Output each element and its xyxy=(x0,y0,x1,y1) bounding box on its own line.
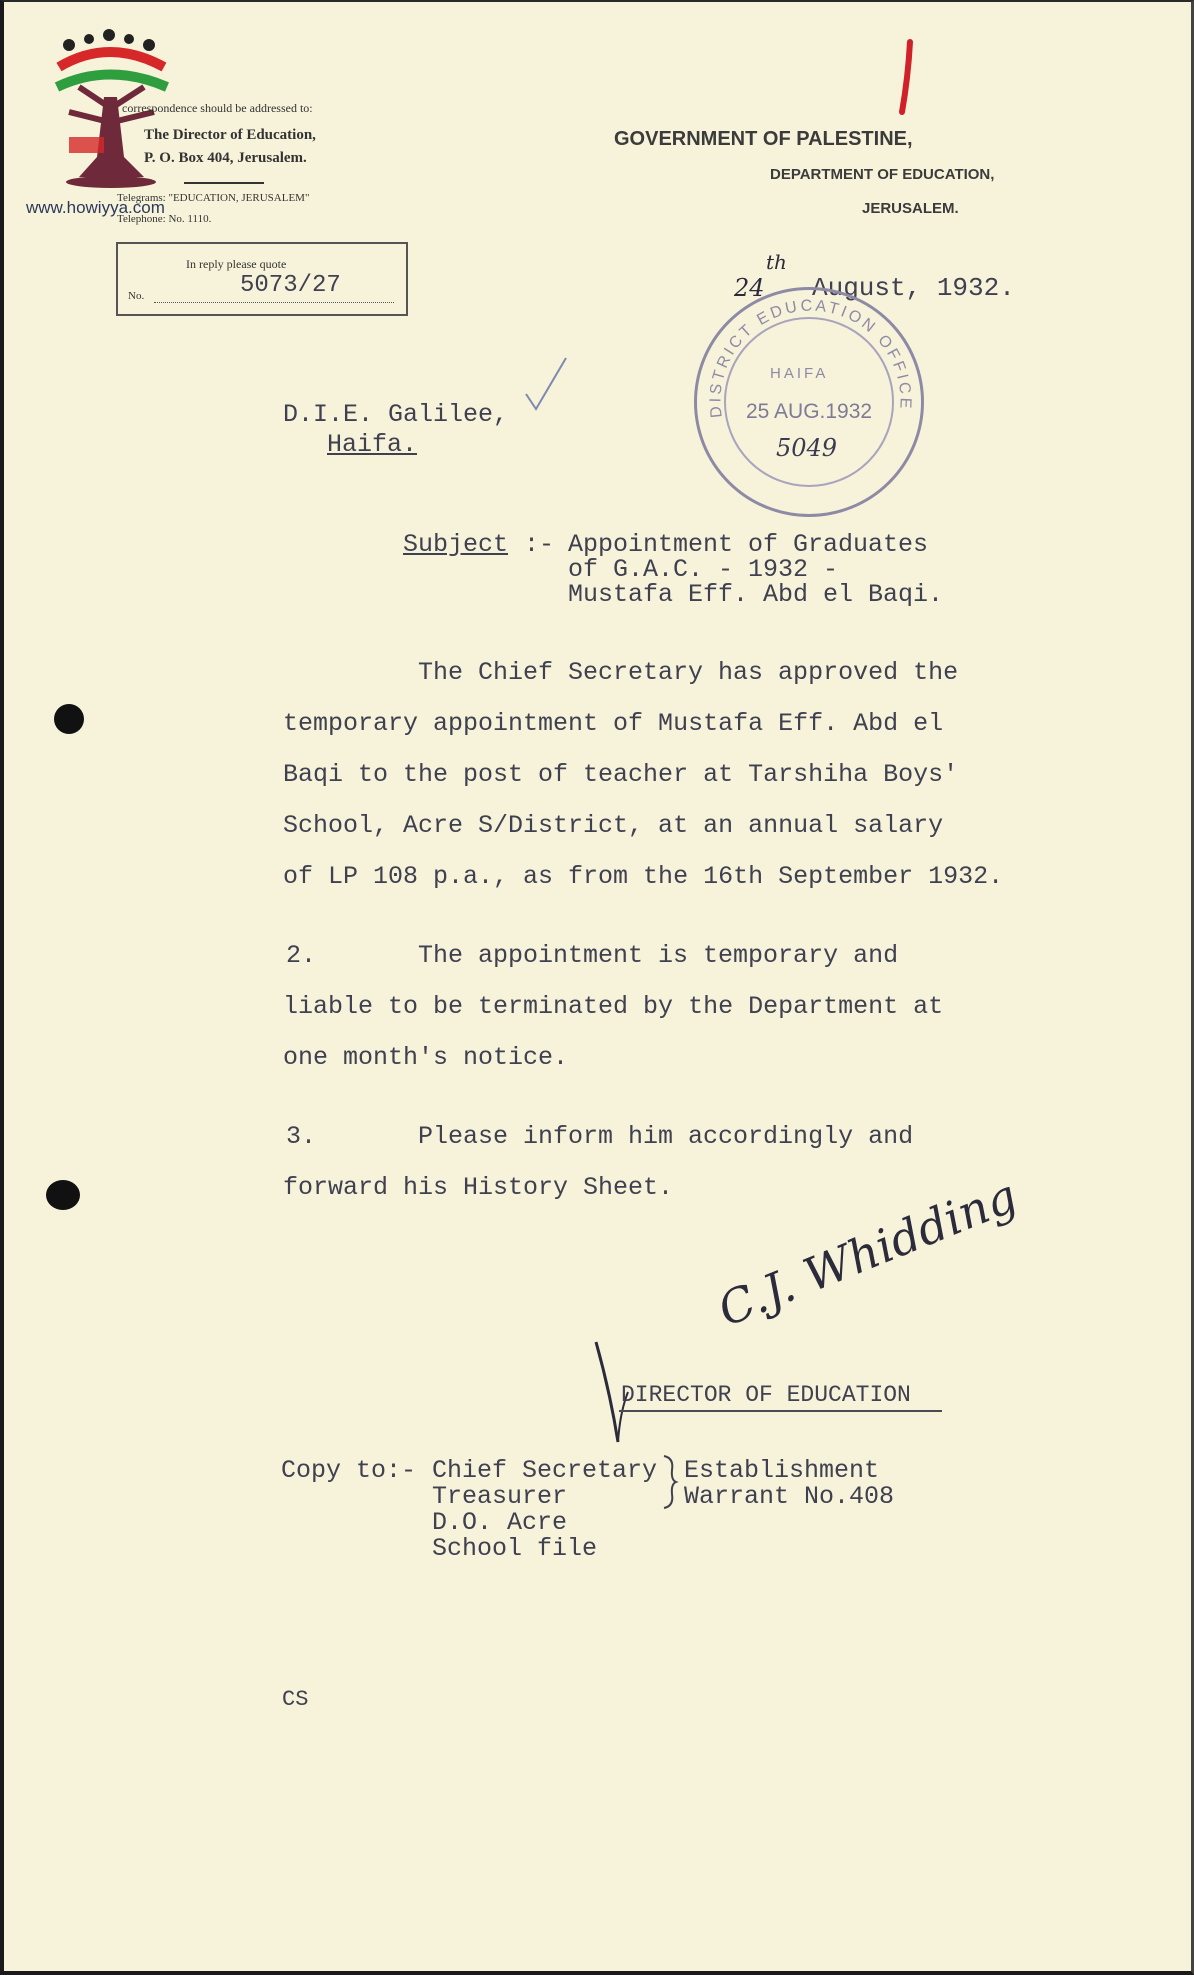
p1-line3: Baqi to the post of teacher at Tarshiha Boys' xyxy=(283,760,959,789)
subject-line3: Mustafa Eff. Abd el Baqi. xyxy=(568,580,944,609)
p1-line2: temporary appointment of Mustafa Eff. Abd el xyxy=(283,709,944,738)
recipient-line2: Haifa. xyxy=(327,430,418,459)
copy-note-1: Establishment xyxy=(684,1456,880,1485)
stamp-number: 5049 xyxy=(776,434,838,462)
p3-line2: forward his History Sheet. xyxy=(283,1173,674,1202)
punch-hole-top xyxy=(54,704,84,734)
watermark-url: www.howiyya.com xyxy=(26,198,165,217)
p2-number: 2. xyxy=(286,941,317,970)
p1-line1: The Chief Secretary has approved the xyxy=(418,658,959,687)
dept-title: DEPARTMENT OF EDUCATION, xyxy=(770,166,995,183)
stamp-date: 25 AUG.1932 xyxy=(746,400,873,423)
copy-note-2: Warrant No.408 xyxy=(684,1482,895,1511)
recipient-line1: D.I.E. Galilee, xyxy=(283,400,509,429)
signature xyxy=(584,1168,1025,1452)
copy-recipient-1: Chief Secretary xyxy=(432,1456,658,1485)
date-day: 24 xyxy=(734,274,765,302)
p2-line2: liable to be terminated by the Department at xyxy=(283,992,944,1021)
p2-line3: one month's notice. xyxy=(283,1043,569,1072)
subject-line1: Appointment of Graduates xyxy=(568,530,929,559)
quote-number: 5073/27 xyxy=(240,272,341,299)
check-mark-icon xyxy=(524,354,569,414)
gov-title: GOVERNMENT OF PALESTINE, xyxy=(614,128,913,150)
red-pencil-mark xyxy=(892,38,922,118)
signature-title: DIRECTOR OF EDUCATION xyxy=(621,1382,911,1408)
subject-separator: :- xyxy=(524,530,555,559)
telegrams-line: Telegrams: "EDUCATION, JERUSALEM" xyxy=(117,192,310,204)
copy-to-label: Copy to:- xyxy=(281,1456,417,1485)
brace-icon xyxy=(660,1454,680,1510)
svg-text:DISTRICT EDUCATION OFFICE: DISTRICT EDUCATION OFFICE xyxy=(707,297,914,419)
pobox-line: P. O. Box 404, Jerusalem. xyxy=(144,150,307,166)
copy-recipient-3: D.O. Acre xyxy=(432,1508,568,1537)
quote-dotted-line xyxy=(154,302,394,303)
punch-hole-bottom xyxy=(46,1180,80,1210)
subject-line2: of G.A.C. - 1932 - xyxy=(568,555,839,584)
svg-text:C.J. Whidding: C.J. Whidding xyxy=(710,1168,1025,1337)
quote-label: In reply please quote xyxy=(186,257,287,271)
date-suffix: th xyxy=(766,250,787,274)
director-line: The Director of Education, xyxy=(144,127,316,143)
city-title: JERUSALEM. xyxy=(862,200,959,217)
typist-initials: CS xyxy=(282,1687,309,1712)
telephone-line: Telephone: No. 1110. xyxy=(117,213,212,225)
date-text: August, 1932. xyxy=(812,273,1015,303)
copy-recipient-2: Treasurer xyxy=(432,1482,568,1511)
letterhead-divider xyxy=(184,182,264,184)
quote-no-label: No. xyxy=(128,290,145,302)
copy-recipient-4: School file xyxy=(432,1534,598,1563)
signature-underline xyxy=(619,1410,942,1412)
p1-line4: School, Acre S/District, at an annual salary xyxy=(283,811,944,840)
p3-line1: Please inform him accordingly and xyxy=(418,1122,914,1151)
p3-number: 3. xyxy=(286,1122,317,1151)
p2-line1: The appointment is temporary and xyxy=(418,941,899,970)
subject-label: Subject xyxy=(403,530,509,559)
p1-line5: of LP 108 p.a., as from the 16th September 1932. xyxy=(283,862,1004,891)
stamp-city: HAIFA xyxy=(770,365,829,382)
correspondence-line: correspondence should be addressed to: xyxy=(122,101,313,115)
